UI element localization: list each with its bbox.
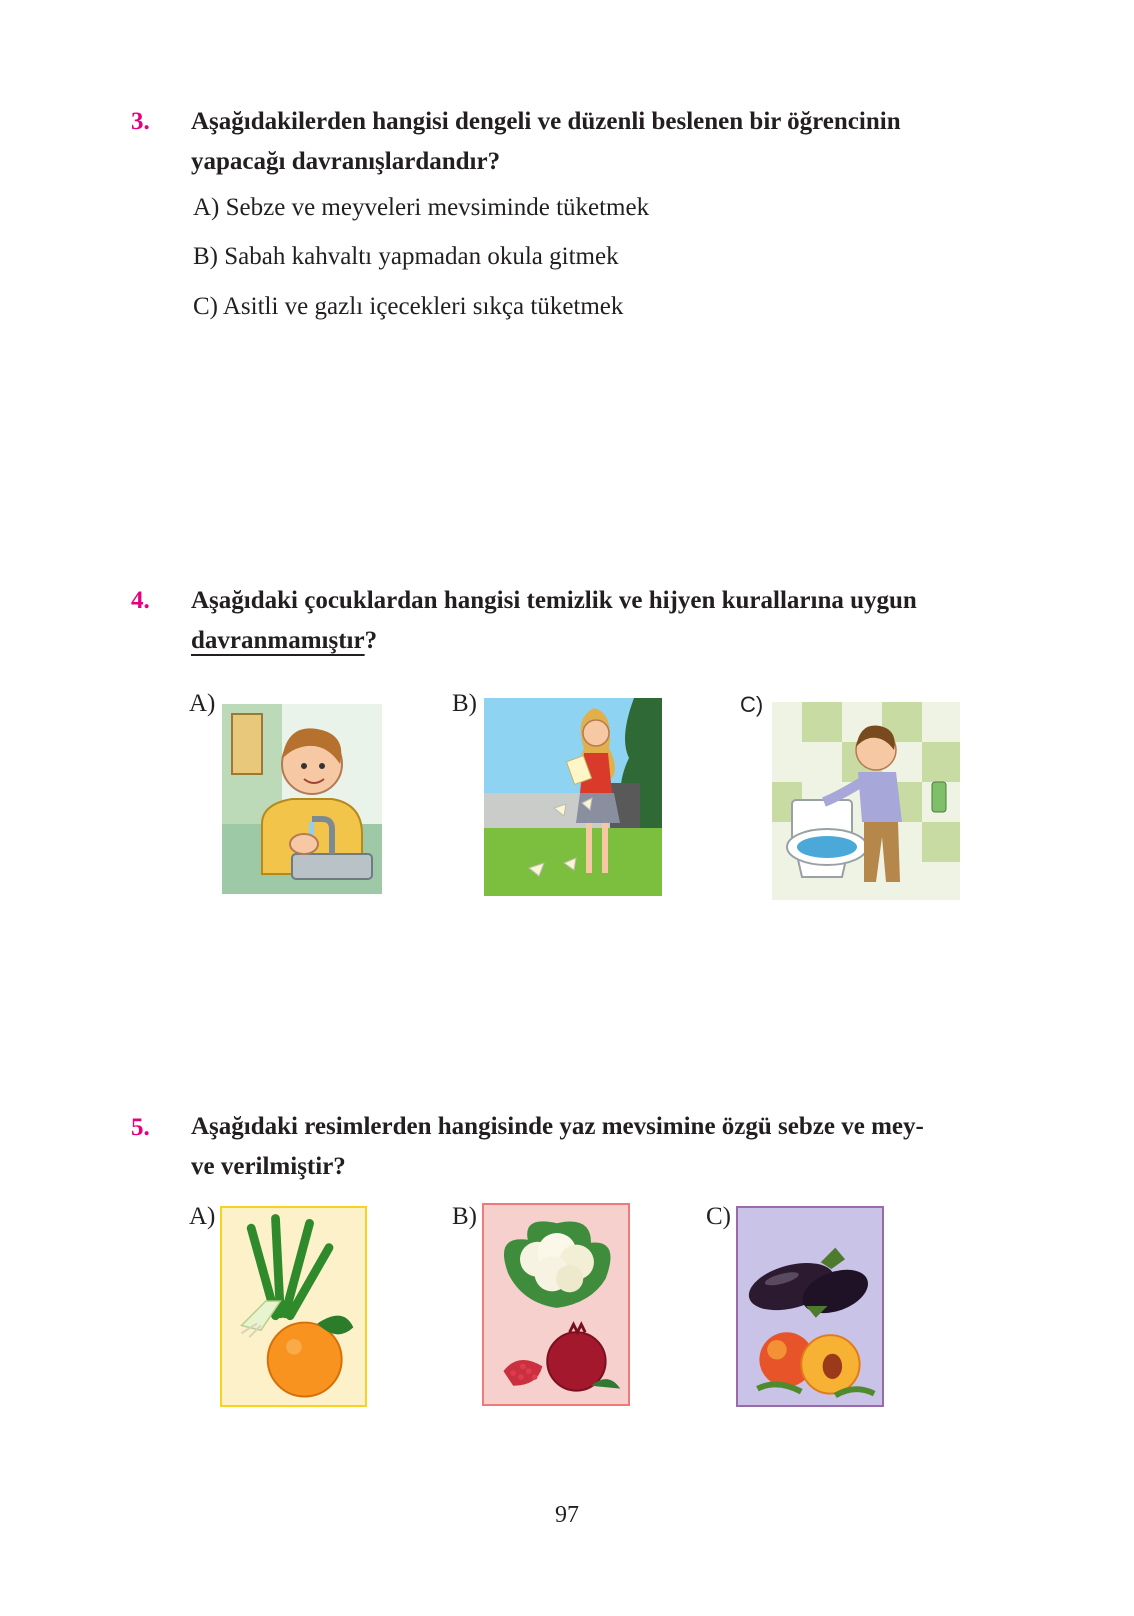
question-number: 3. — [131, 108, 150, 135]
underlined-keyword: davranmamıştır — [191, 627, 365, 654]
girl-littering-picture[interactable] — [484, 698, 662, 896]
option-c[interactable]: C) Asitli ve gazlı içecekleri sıkça tüketmek — [193, 293, 624, 320]
option-b-label[interactable]: B) — [452, 690, 477, 717]
option-c-label[interactable]: C) — [706, 1203, 731, 1230]
question-text: Aşağıdakilerden hangisi dengeli ve düzenli beslenen bir öğrencinin yapacağı davranışlardandır? — [191, 108, 901, 175]
option-c-label[interactable]: C) — [740, 692, 764, 717]
question-text: Aşağıdaki resimlerden hangisinde yaz mevsimine özgü sebze ve mey- ve verilmiştir? — [191, 1113, 924, 1180]
option-a-label[interactable]: A) — [189, 1203, 216, 1230]
eggplant-peach-picture[interactable] — [736, 1206, 884, 1407]
boy-washing-hands-picture[interactable] — [222, 704, 382, 894]
option-a-label[interactable]: A) — [189, 690, 216, 717]
cauliflower-pomegranate-picture[interactable] — [482, 1203, 630, 1406]
question-number: 4. — [131, 587, 150, 614]
option-b-label[interactable]: B) — [452, 1203, 477, 1230]
question-number: 5. — [131, 1114, 150, 1141]
option-a[interactable]: A) Sebze ve meyveleri mevsiminde tüketmek — [193, 194, 650, 221]
leek-orange-picture[interactable] — [220, 1206, 367, 1407]
question-text: Aşağıdaki çocuklardan hangisi temizlik ve hijyen kurallarına uygun davranmamıştır? — [191, 587, 917, 654]
page-number: 97 — [555, 1502, 579, 1528]
option-b[interactable]: B) Sabah kahvaltı yapmadan okula gitmek — [193, 243, 619, 270]
boy-flushing-toilet-picture[interactable] — [772, 702, 960, 900]
